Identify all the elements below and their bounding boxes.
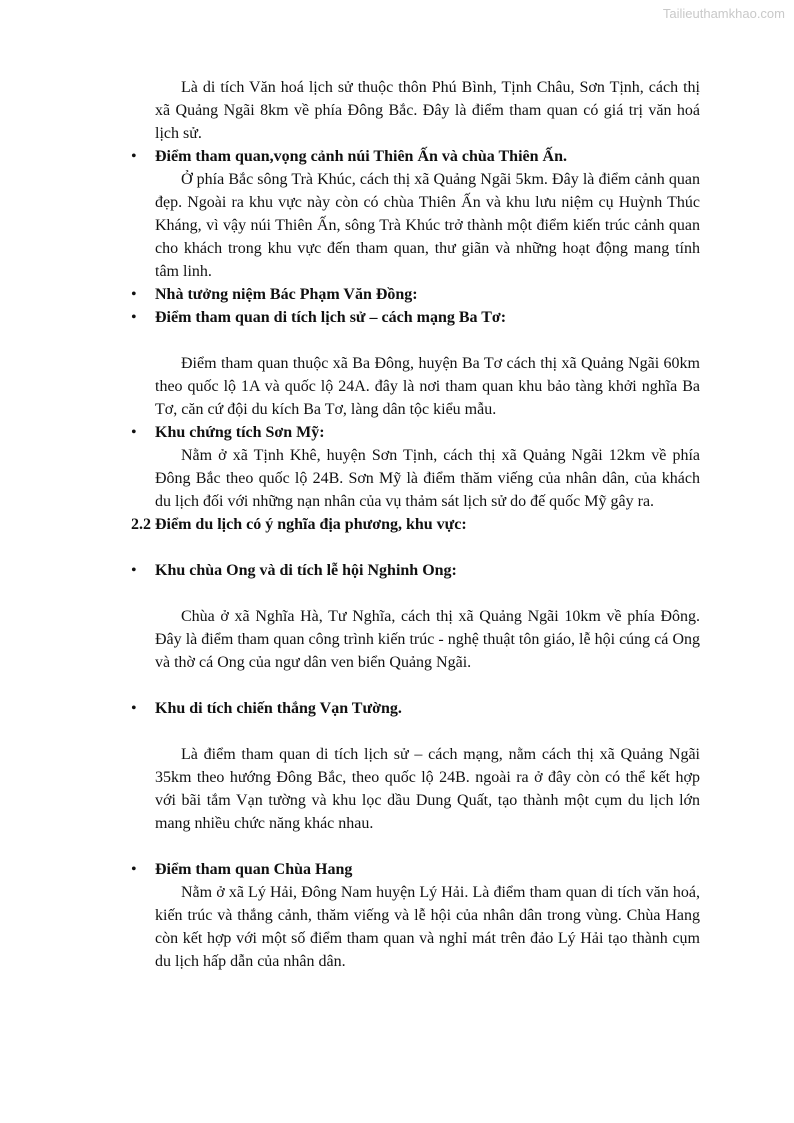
bullet-van-tuong: [131, 697, 700, 720]
spacer: [155, 674, 700, 697]
spacer: [155, 835, 700, 858]
bullet-dot: •: [131, 861, 137, 878]
spacer: [155, 720, 700, 743]
bullet-dot: •: [131, 148, 137, 165]
paragraph-thien-an: Ở phía Bắc sông Trà Khúc, cách thị xã Quảng Ngãi 5km. Đây là điểm cảnh quan đẹp. Ngoài ra khu vực này còn có chùa Thiên Ấn và khu lưu niệm cụ Huỳnh Thúc Kháng, vì vậy núi Thiên Ấn, sông Trà Khúc trở thành một điểm kiến trúc cảnh quan cho khách trong khu vực đến tham quan, thư giãn và những hoạt động mang tính tâm linh.: [155, 171, 700, 280]
bullet-dot: •: [131, 700, 137, 717]
bullet-heading: Khu di tích chiến thắng Vạn Tường.: [155, 700, 402, 717]
section-number: 2.2: [131, 516, 151, 533]
bullet-heading: Điểm tham quan,vọng cảnh núi Thiên Ấn và chùa Thiên Ấn.: [155, 148, 567, 165]
watermark: Tailieuthamkhao.com: [662, 6, 785, 21]
spacer: [155, 536, 700, 559]
bullet-heading: Khu chứng tích Sơn Mỹ:: [155, 424, 325, 441]
bullet-heading: Khu chùa Ong và di tích lễ hội Nghinh Ong:: [155, 562, 457, 579]
paragraph-van-tuong: Là điểm tham quan di tích lịch sử – cách mạng, nằm cách thị xã Quảng Ngãi 35km theo hướng Đông Bắc, theo quốc lộ 24B. ngoài ra ở đây còn có thể kết hợp với bãi tắm Vạn tường và khu lọc dầu Dung Quất, tạo thành một cụm du lịch lớn mang nhiều chức năng khác nhau.: [155, 746, 700, 832]
bullet-chua-hang: [131, 858, 700, 881]
section-title: Điểm du lịch có ý nghĩa địa phương, khu vực:: [155, 516, 467, 533]
paragraph-ba-to: Điểm tham quan thuộc xã Ba Đông, huyện Ba Tơ cách thị xã Quảng Ngãi 60km theo quốc lộ 1A và quốc lộ 24A. đây là nơi tham quan khu bảo tàng khởi nghĩa Ba Tơ, căn cứ đội du kích Ba Tơ, làng dân tộc kiểu mẫu.: [155, 355, 700, 418]
paragraph-chua-ong: Chùa ở xã Nghĩa Hà, Tư Nghĩa, cách thị xã Quảng Ngãi 10km về phía Đông. Đây là điểm tham quan công trình kiến trúc - nghệ thuật tôn giáo, lễ hội cúng cá Ong và thờ cá Ong của ngư dân ven biển Quảng Ngãi.: [155, 608, 700, 671]
bullet-dot: •: [131, 286, 137, 303]
bullet-chua-ong: [131, 559, 700, 582]
document-body: [131, 76, 700, 973]
bullet-dot: •: [131, 424, 137, 441]
bullet-heading: Nhà tưởng niệm Bác Phạm Văn Đồng:: [155, 286, 418, 303]
bullet-dot: •: [131, 562, 137, 579]
bullet-son-my: [131, 421, 700, 444]
section-heading-2-2: [131, 513, 700, 536]
bullet-heading: Điểm tham quan Chùa Hang: [155, 861, 353, 878]
spacer: [155, 582, 700, 605]
paragraph-intro: Là di tích Văn hoá lịch sử thuộc thôn Phú Bình, Tịnh Châu, Sơn Tịnh, cách thị xã Quảng Ngãi 8km về phía Đông Bắc. Đây là điểm tham quan có giá trị văn hoá lịch sử.: [155, 79, 700, 142]
bullet-pham-van-dong: [131, 283, 700, 306]
spacer: [155, 329, 700, 352]
bullet-thien-an: [131, 145, 700, 168]
paragraph-son-my: Nằm ở xã Tịnh Khê, huyện Sơn Tịnh, cách thị xã Quảng Ngãi 12km về phía Đông Bắc theo quốc lộ 24B. Sơn Mỹ là điểm thăm viếng của nhân dân, của khách du lịch đối với những nạn nhân của vụ thảm sát lịch sử do đế quốc Mỹ gây ra.: [155, 447, 700, 510]
bullet-ba-to: [131, 306, 700, 329]
paragraph-chua-hang: Nằm ở xã Lý Hải, Đông Nam huyện Lý Hải. Là điểm tham quan di tích văn hoá, kiến trúc và thắng cảnh, thăm viếng và lễ hội của nhân dân trong vùng. Chùa Hang còn kết hợp với một số điểm tham quan và nghỉ mát trên đảo Lý Hải tạo thành cụm du lịch hấp dẫn của nhân dân.: [155, 884, 700, 970]
bullet-dot: •: [131, 309, 137, 326]
bullet-heading: Điểm tham quan di tích lịch sử – cách mạng Ba Tơ:: [155, 309, 507, 326]
